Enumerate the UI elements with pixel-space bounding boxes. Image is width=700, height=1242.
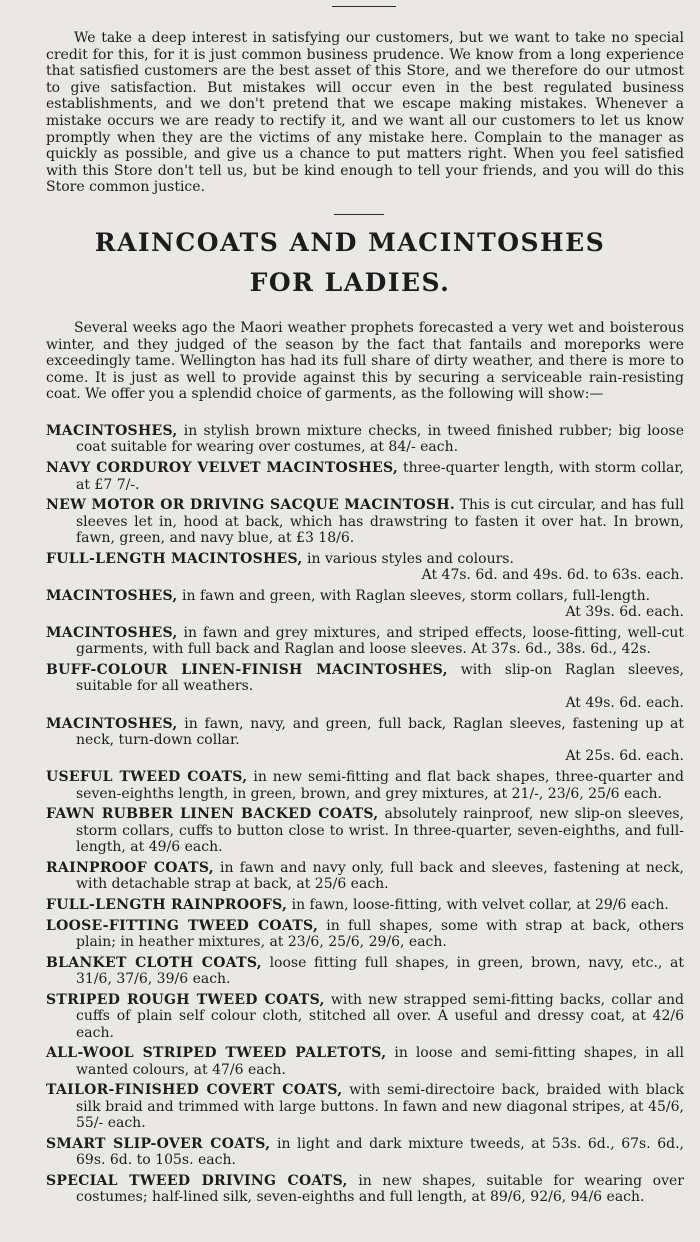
item-lead: ALL-WOOL STRIPED TWEED PALETOTS, <box>46 1045 387 1062</box>
item-text: in new shapes, suitable for wearing over costumes; half-lined silk, seven-eighths and full length, at 89/6, 92/6, 94/6 each. <box>76 1173 684 1206</box>
item-text: absolutely rainproof, new slip-on sleeves, storm collars, cuffs to button close to wrist. In three-quarter, seven-eighths, and full-length, at 49/6 each. <box>76 806 685 856</box>
product-list <box>46 423 684 1210</box>
item-lead: NEW MOTOR OR DRIVING SACQUE MACINTOSH. <box>46 497 456 514</box>
item-text: in fawn, navy, and green, full back, Raglan sleeves, fastening up at neck, turn-down collar. <box>76 715 684 748</box>
list-item <box>46 918 684 951</box>
top-divider <box>332 6 396 7</box>
item-lead: MACINTOSHES, <box>46 423 178 439</box>
list-item <box>46 662 684 711</box>
headline-raincoats: RAINCOATS AND MACINTOSHES <box>94 228 606 257</box>
item-lead: STRIPED ROUGH TWEED COATS, <box>46 991 325 1008</box>
headline-for-ladies: FOR LADIES. <box>249 268 451 297</box>
section-divider <box>334 214 384 215</box>
item-text: three-quarter length, with storm collar, at £7 7/-. <box>76 460 684 493</box>
list-item <box>46 992 684 1041</box>
item-lead: NAVY CORDUROY VELVET MACINTOSHES, <box>46 460 399 477</box>
list-item <box>46 588 684 621</box>
item-lead: FAWN RUBBER LINEN BACKED COATS, <box>46 806 379 823</box>
list-item <box>46 1045 684 1078</box>
item-lead: MACINTOSHES, <box>46 715 178 732</box>
item-text: in fawn and navy only, full back and sleeves, fastening at neck, with detachable strap at back, at 25/6 each. <box>76 859 684 893</box>
item-price: At 47s. 6d. and 49s. 6d. to 63s. each. <box>421 567 684 584</box>
item-text: in fawn, loose-fitting, with velvet collar, at 29/6 each. <box>291 896 669 913</box>
list-item <box>46 955 684 988</box>
item-price: At 49s. 6d. each. <box>565 694 684 711</box>
item-text: This is cut circular, and has full sleeves let in, hood at back, which has drawstring to fasten it over hat. In brown, fawn, green, and navy blue, at £3 18/6. <box>76 497 684 547</box>
list-item <box>46 1082 684 1131</box>
item-lead: MACINTOSHES, <box>46 587 178 604</box>
list-item <box>46 551 684 584</box>
item-lead: FULL-LENGTH RAINPROOFS, <box>46 896 288 913</box>
item-text: in stylish brown mixture checks, in tweed finished rubber; big loose coat suitable for wearing over costumes, at 84/- each. <box>76 423 684 456</box>
item-lead: FULL-LENGTH MACINTOSHES, <box>46 550 303 567</box>
item-lead: LOOSE-FITTING TWEED COATS, <box>46 917 319 934</box>
item-price: At 25s. 6d. each. <box>565 748 684 765</box>
list-item <box>46 625 684 658</box>
item-text: in various styles and colours. <box>307 550 514 567</box>
list-item <box>46 1136 684 1169</box>
list-item <box>46 897 684 913</box>
list-item <box>46 806 684 855</box>
item-text: loose fitting full shapes, in green, brown, navy, etc., at 31/6, 37/6, 39/6 each. <box>76 954 684 988</box>
list-item <box>46 423 684 456</box>
item-lead: SPECIAL TWEED DRIVING COATS, <box>46 1173 348 1189</box>
item-lead: RAINPROOF COATS, <box>46 859 214 876</box>
item-lead: SMART SLIP-OVER COATS, <box>46 1135 271 1152</box>
list-item <box>46 497 684 546</box>
item-lead: MACINTOSHES, <box>46 624 178 641</box>
item-lead: BUFF-COLOUR LINEN-FINISH MACINTOSHES, <box>46 662 448 679</box>
item-price: At 39s. 6d. each. <box>565 604 684 621</box>
item-text: in new semi-fitting and flat back shapes, three-quarter and seven-eighths length, in green, brown, and grey mixtures, at 21/-, 23/6, 25/6 each. <box>76 769 684 802</box>
item-text: in fawn and green, with Raglan sleeves, storm collars, full-length. <box>182 587 651 604</box>
item-text: with semi-directoire back, braided with black silk braid and trimmed with large buttons. In fawn and new diagonal stripes, at 45/6, 55/- each. <box>76 1082 685 1132</box>
list-item <box>46 860 684 893</box>
item-lead: USEFUL TWEED COATS, <box>46 769 248 786</box>
item-text: in loose and semi-fitting shapes, in all wanted colours, at 47/6 each. <box>76 1045 684 1078</box>
item-lead: TAILOR-FINISHED COVERT COATS, <box>46 1082 343 1099</box>
item-text: with slip-on Raglan sleeves, suitable for all weathers. <box>76 662 685 695</box>
section-intro-paragraph: Several weeks ago the Maori weather prophets forecasted a very wet and boisterous winter, and they judged of the season by the fact that fantails and moreporks were exceedingly tame. Wellington has had its full share of dirty weather, and there is more to come. It is just as well to provide against this by securing a serviceable rain-resisting coat. We offer you a splendid choice of garments, as the following will show:— <box>46 320 684 403</box>
item-lead: BLANKET CLOTH COATS, <box>46 954 262 971</box>
list-item <box>46 460 684 493</box>
intro-paragraph: We take a deep interest in satisfying our customers, but we want to take no special credit for this, for it is just common business prudence. We know from a long experience that satisfied customers are the best asset of this Store, and we therefore do our utmost to give satisfaction. But mistakes will occur even in the best regulated business establishments, and we don't pretend that we escape making mistakes. Whenever a mistake occurs we are ready to rectify it, and we want all our customers to let us know promptly when they are the victims of any mistake here. Complain to the manager as quickly as possible, and give us a chance to put matters right. When you feel satisfied with this Store don't tell us, but be kind enough to tell your friends, and you will do this Store common justice. <box>46 30 684 196</box>
list-item <box>46 716 684 765</box>
item-text: in light and dark mixture tweeds, at 53s. 6d., 67s. 6d., 69s. 6d. to 105s. each. <box>76 1135 685 1169</box>
item-text: with new strapped semi-fitting backs, collar and cuffs of plain self colour cloth, stitched all over. A useful and dressy coat, at 42/6 each. <box>76 991 685 1041</box>
item-text: in fawn and grey mixtures, and striped effects, loose-fitting, well-cut garments, with full back and Raglan and loose sleeves. At 37s. 6d., 38s. 6d., 42s. <box>76 624 684 658</box>
list-item <box>46 1173 684 1206</box>
item-text: in full shapes, some with strap at back, others plain; in heather mixtures, at 23/6, 25/6, 29/6, each. <box>76 917 684 950</box>
list-item <box>46 769 684 802</box>
